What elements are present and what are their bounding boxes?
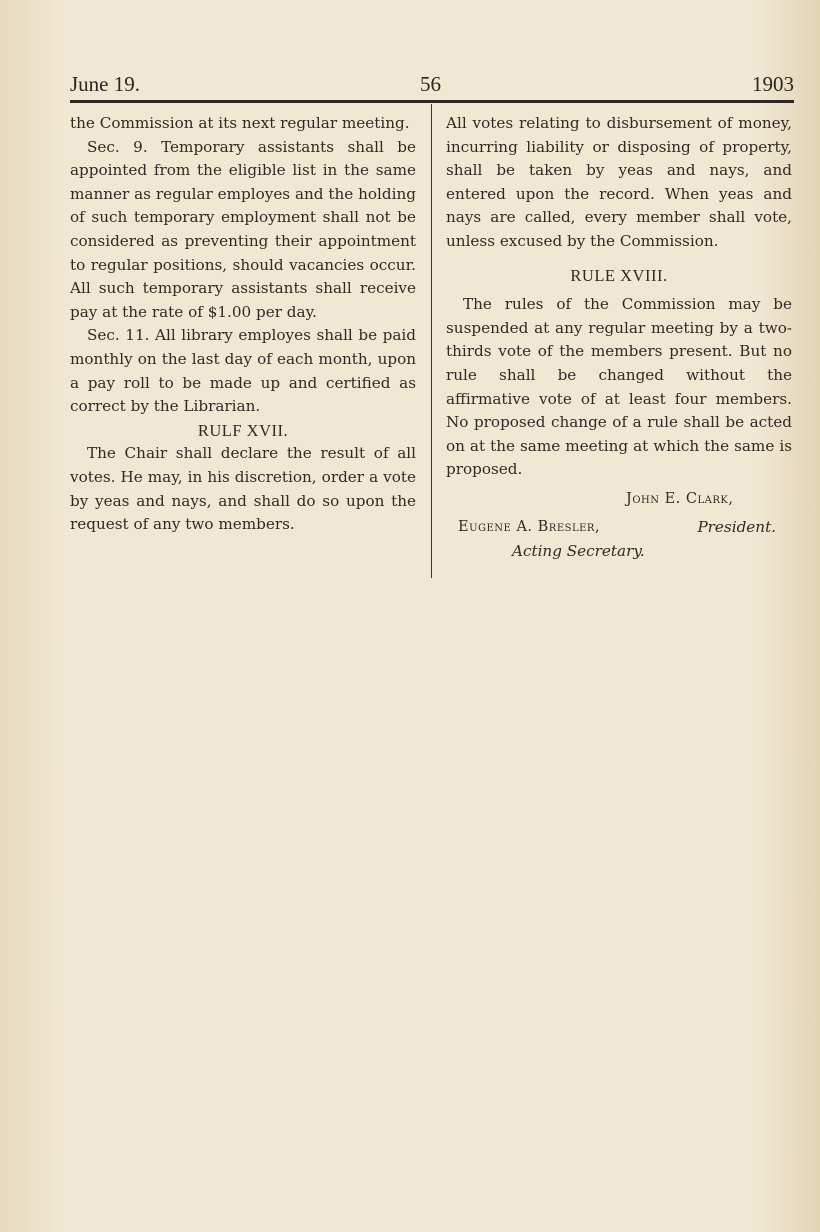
paragraph: The Chair shall declare the result of all votes. He may, in his discretion, order a vote by yeas and nays, and shall do so upon the request of any two members. (70, 444, 416, 534)
page-header (70, 72, 794, 98)
signature-block (446, 482, 792, 562)
secretary-title: Acting Secretary. (512, 541, 645, 560)
paragraph-sec-11: Sec. 11. All library employes shall be paid monthly on the last day of each month, upon a pay roll to be made up and certified as correct by the Librarian. (70, 326, 416, 416)
secretary-name: Eugene A. Bresler, (458, 518, 601, 535)
paragraph-sec-9: Sec. 9. Temporary assistants shall be appointed from the eligible list in the same manner as regular employes and the holding of such temporary employment shall not be considered as preventing their appointment to regular positions, should vacancies occur. All such temporary assistants shall receive pay at the rate of $1.00 per day. (70, 137, 416, 321)
rule-heading: RULF XVII. (197, 420, 289, 440)
paragraph: The rules of the Commission may be suspended at any regular meeting by a two-thirds vote of the members present. But no rule shall be changed without the affirmative vote of at least four members. No proposed change of a rule shall be acted on at the same meeting at which the same is proposed. (446, 295, 792, 479)
right-column (446, 112, 792, 562)
president-name: John E. Clark, (626, 490, 734, 507)
header-rule (70, 100, 794, 103)
header-year: 1903 (752, 72, 794, 96)
paragraph: the Commission at its next regular meeting. (70, 114, 410, 132)
president-title: President. (697, 517, 776, 536)
column-divider (431, 104, 432, 578)
rule-heading: RULE XVIII. (570, 265, 668, 285)
page-number: 56 (420, 72, 441, 96)
paragraph: All votes relating to disbursement of money, incurring liability or disposing of property, shall be taken by yeas and nays, and entered upon the record. When yeas and nays are called, every member shall vote, unless excused by the Commission. (446, 114, 792, 250)
left-column (70, 112, 416, 537)
header-date: June 19. (70, 72, 140, 96)
